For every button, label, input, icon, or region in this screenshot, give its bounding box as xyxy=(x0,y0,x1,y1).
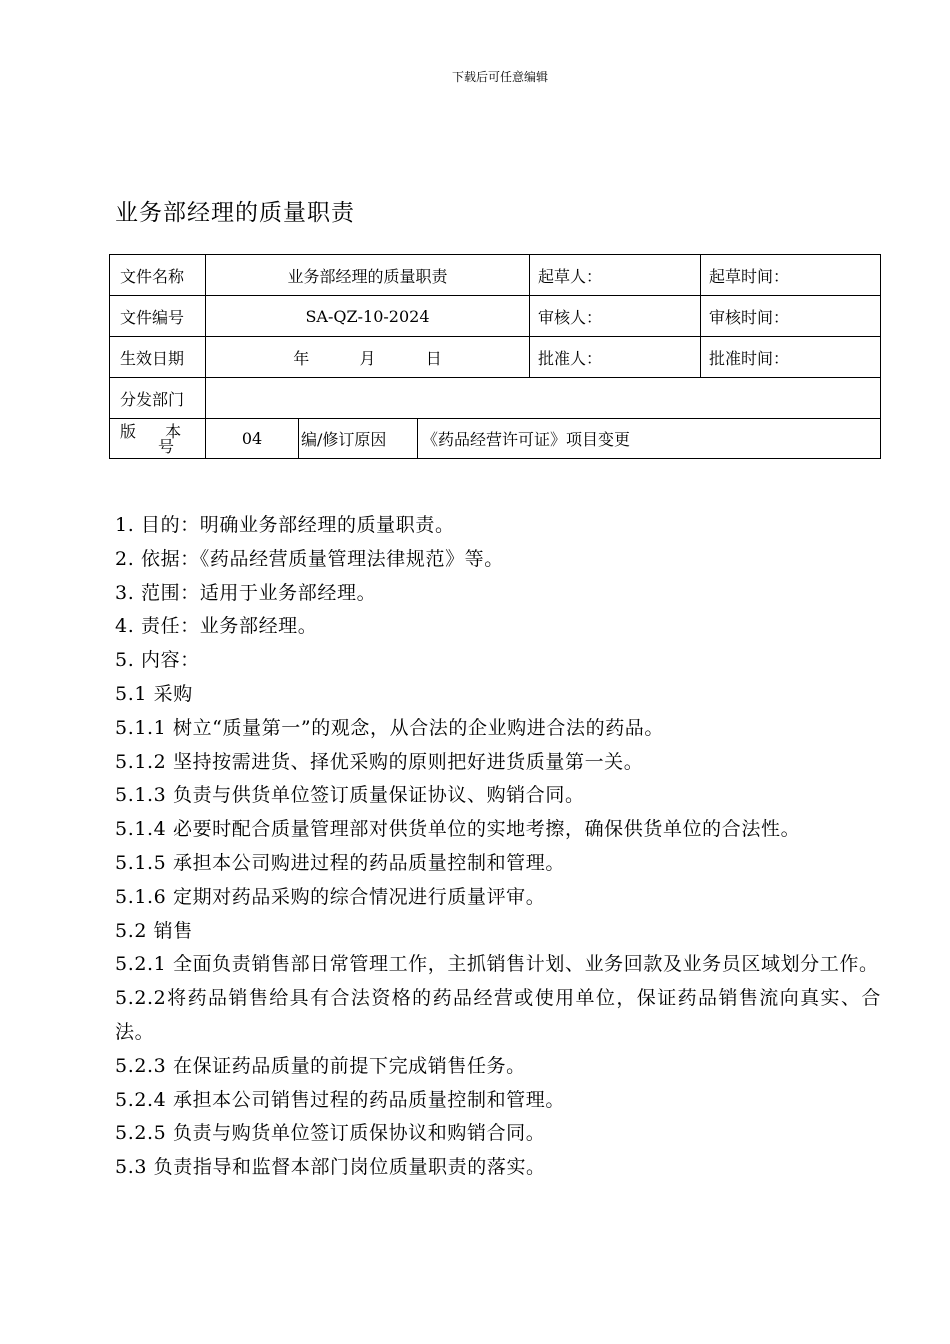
document-body xyxy=(115,509,895,1185)
drafter-label: 起草人： xyxy=(530,255,701,296)
table-row-file-name xyxy=(110,255,881,296)
paragraph: 5.2.1 全面负责销售部日常管理工作，主抓销售计划、业务回款及业务员区域划分工作。 xyxy=(115,953,879,976)
table-row-distribution xyxy=(110,378,881,419)
paragraph: 5.2.2将药品销售给具有合法资格的药品经营或使用单位，保证药品销售流向真实、合法。 xyxy=(115,987,881,1043)
date-year: 年 xyxy=(293,348,310,368)
table-row-file-number xyxy=(110,296,881,337)
paragraph: 5.3 负责指导和监督本部门岗位质量职责的落实。 xyxy=(115,1156,546,1179)
paragraph: 5. 内容： xyxy=(115,649,200,672)
section-heading: 5.1 采购 xyxy=(115,682,193,705)
file-number-label: 文件编号 xyxy=(110,296,206,337)
distribution-dept-value xyxy=(206,378,881,419)
date-month: 月 xyxy=(359,348,376,368)
file-number-value: SA-QZ-10-2024 xyxy=(206,296,530,337)
revision-reason-value: 《药品经营许可证》项目变更 xyxy=(418,419,881,459)
document-title: 业务部经理的质量职责 xyxy=(115,200,355,226)
version-label: 版 本 号 xyxy=(110,419,206,459)
paragraph: 1. 目的：明确业务部经理的质量职责。 xyxy=(115,514,455,536)
paragraph: 5.2.5 负责与购货单位签订质保协议和购销合同。 xyxy=(115,1122,546,1145)
paragraph: 5.1.6 定期对药品采购的综合情况进行质量评审。 xyxy=(115,885,546,908)
table-row-effective-date xyxy=(110,337,881,378)
paragraph: 4. 责任：业务部经理。 xyxy=(115,615,318,638)
paragraph: 5.1.1 树立“质量第一”的观念，从合法的企业购进合法的药品。 xyxy=(115,716,665,739)
revision-reason-label: 编/修订原因 xyxy=(299,419,418,459)
version-value: 04 xyxy=(206,419,299,459)
section-heading: 5.2 销售 xyxy=(115,919,193,942)
paragraph: 5.2.4 承担本公司销售过程的药品质量控制和管理。 xyxy=(115,1088,565,1111)
paragraph: 5.1.2 坚持按需进货、择优采购的原则把好进货质量第一关。 xyxy=(115,750,644,773)
effective-date-value xyxy=(206,337,530,378)
paragraph: 5.2.3 在保证药品质量的前提下完成销售任务。 xyxy=(115,1054,526,1077)
paragraph: 5.1.4 必要时配合质量管理部对供货单位的实地考擦，确保供货单位的合法性。 xyxy=(115,818,801,841)
file-name-label: 文件名称 xyxy=(110,255,206,296)
paragraph: 2. 依据：《药品经营质量管理法律规范》等。 xyxy=(115,547,504,570)
paragraph: 3. 范围：适用于业务部经理。 xyxy=(115,581,377,604)
reviewer-label: 审核人： xyxy=(530,296,701,337)
document-info-table xyxy=(109,254,881,459)
paragraph: 5.1.5 承担本公司购进过程的药品质量控制和管理。 xyxy=(115,851,565,874)
effective-date-label: 生效日期 xyxy=(110,337,206,378)
paragraph: 5.1.3 负责与供货单位签订质量保证协议、购销合同。 xyxy=(115,784,585,807)
date-day: 日 xyxy=(425,348,442,368)
distribution-dept-label: 分发部门 xyxy=(110,378,206,419)
approve-time-label: 批准时间： xyxy=(701,337,881,378)
draft-time-label: 起草时间： xyxy=(701,255,881,296)
approver-label: 批准人： xyxy=(530,337,701,378)
review-time-label: 审核时间： xyxy=(701,296,881,337)
header-note: 下载后可任意编辑 xyxy=(451,70,548,84)
table-row-version xyxy=(110,419,881,459)
file-name-value: 业务部经理的质量职责 xyxy=(206,255,530,296)
